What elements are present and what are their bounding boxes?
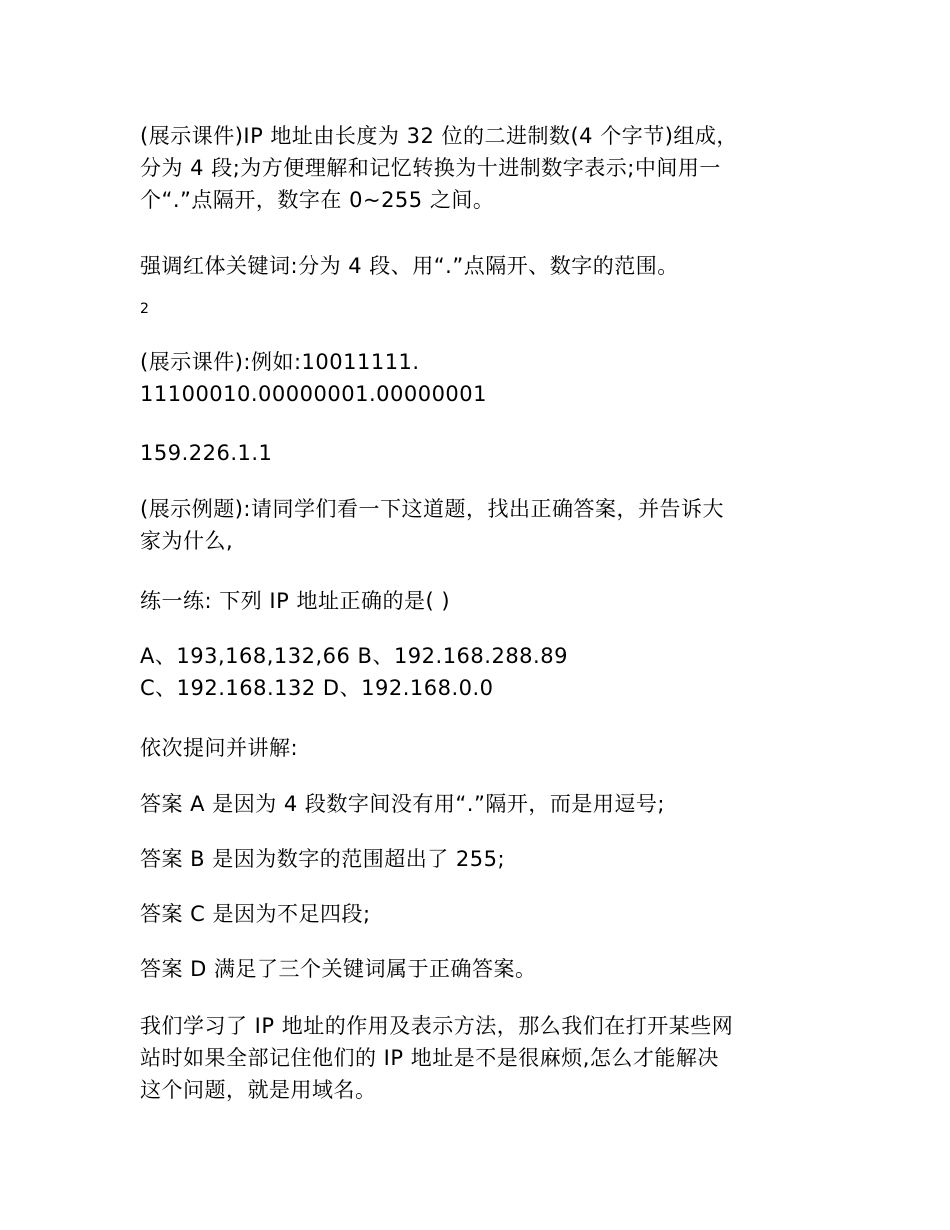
text-line: C、192.168.132 D、192.168.0.0 (140, 676, 494, 700)
paragraph-explain-intro (140, 732, 820, 764)
text-line: 强调红体关键词:分为 4 段、用“.”点隔开、数字的范围。 (140, 254, 679, 278)
paragraph-exercise-intro (140, 493, 820, 557)
paragraph-keywords (140, 250, 820, 282)
text-line: 个“.”点隔开，数字在 0~255 之间。 (140, 188, 495, 212)
text-line: 答案 D 满足了三个关键词属于正确答案。 (140, 957, 537, 981)
text-line: 11100010.00000001.00000001 (140, 382, 488, 406)
paragraph-exercise-options (140, 640, 820, 704)
paragraph-exercise-question (140, 585, 820, 617)
paragraph-answer-b (140, 843, 820, 875)
text-line: 159.226.1.1 (140, 441, 273, 465)
text-line: 分为 4 段;为方便理解和记忆转换为十进制数字表示;中间用一 (140, 156, 721, 180)
text-line: 答案 A 是因为 4 段数字间没有用“.”隔开，而是用逗号; (140, 792, 665, 816)
paragraph-example-binary (140, 346, 820, 410)
text-line: 站时如果全部记住他们的 IP 地址是不是很麻烦,怎么才能解决 (140, 1046, 719, 1070)
text-line: (展示课件):例如:10011111. (140, 350, 420, 374)
text-line: 这个问题，就是用域名。 (140, 1078, 377, 1102)
text-line: 答案 C 是因为不足四段; (140, 902, 371, 926)
text-line: 我们学习了 IP 地址的作用及表示方法，那么我们在打开某些网 (140, 1014, 734, 1038)
paragraph-domain-transition (140, 1010, 820, 1106)
page-number (140, 299, 820, 319)
paragraph-answer-c (140, 898, 820, 930)
text-line: 答案 B 是因为数字的范围超出了 255; (140, 847, 506, 871)
paragraph-ip-definition (140, 120, 820, 216)
text-line: 依次提问并讲解: (140, 736, 299, 760)
text-line: (展示例题):请同学们看一下这道题，找出正确答案，并告诉大 (140, 497, 724, 521)
text-line: (展示课件)IP 地址由长度为 32 位的二进制数(4 个字节)组成， (140, 124, 738, 148)
text-line: 2 (140, 301, 150, 317)
paragraph-example-decimal (140, 437, 820, 469)
text-line: 家为什么, (140, 529, 234, 553)
paragraph-answer-a (140, 788, 820, 820)
text-line: A、193,168,132,66 B、192.168.288.89 (140, 644, 568, 668)
paragraph-answer-d (140, 953, 820, 985)
text-line: 练一练: 下列 IP 地址正确的是( ) (140, 589, 451, 613)
